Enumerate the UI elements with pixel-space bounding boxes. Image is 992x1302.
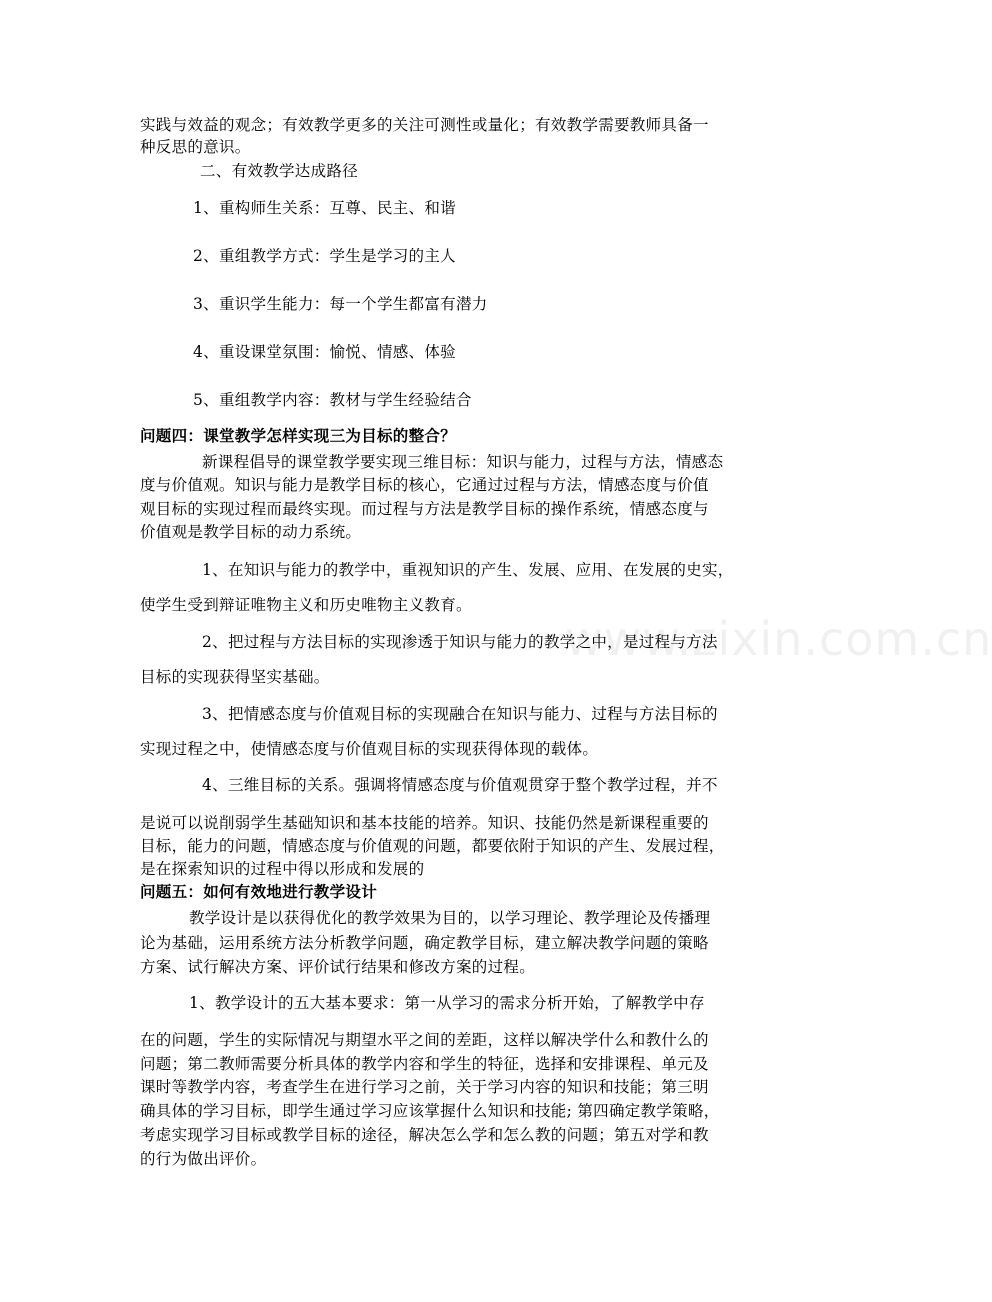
paragraph-line: 的行为做出评价。 xyxy=(140,1150,267,1168)
paragraph-line: 价值观是教学目标的动力系统。 xyxy=(140,523,362,541)
paragraph-line: 实现过程之中，使情感态度与价值观目标的实现获得体现的载体。 xyxy=(140,740,599,758)
paragraph-line: 度与价值观。知识与能力是教学目标的核心，它通过过程与方法，情感态度与价值 xyxy=(140,476,709,494)
paragraph-line: 确具体的学习目标，即学生通过学习应该掌握什么知识和技能; 第四确定教学策略， xyxy=(140,1102,720,1120)
list-item: 1、重构师生关系：互尊、民主、和谐 xyxy=(193,199,456,217)
paragraph-line: 考虑实现学习目标或教学目标的途径，解决怎么学和怎么教的问题；第五对学和教 xyxy=(140,1126,709,1144)
list-item: 4、重设课堂氛围：愉悦、情感、体验 xyxy=(193,343,456,361)
list-item: 5、重组教学内容：教材与学生经验结合 xyxy=(193,391,472,409)
question4-title: 问题四：课堂教学怎样实现三为目标的整合？ xyxy=(140,426,457,445)
paragraph-line: 观目标的实现过程而最终实现。而过程与方法是教学目标的操作系统，情感态度与 xyxy=(140,500,709,518)
paragraph-line: 1、在知识与能力的教学中，重视知识的产生、发展、应用、在发展的史实， xyxy=(202,561,734,579)
paragraph-line: 1、教学设计的五大基本要求：第一从学习的需求分析开始，了解教学中存 xyxy=(189,994,705,1012)
paragraph-line: 4、三维目标的关系。强调将情感态度与价值观贯穿于整个教学过程，并不 xyxy=(202,776,718,794)
paragraph-line: 课时等教学内容，考查学生在进行学习之前，关于学习内容的知识和技能；第三明 xyxy=(140,1078,709,1096)
paragraph-line: 论为基础，运用系统方法分析教学问题，确定教学目标，建立解决教学问题的策略 xyxy=(140,934,709,952)
paragraph-line: 问题；第二教师需要分析具体的教学内容和学生的特征，选择和安排课程、单元及 xyxy=(140,1055,709,1073)
paragraph-line: 目标的实现获得坚实基础。 xyxy=(140,668,330,686)
list-item: 2、重组教学方式：学生是学习的主人 xyxy=(193,247,456,265)
paragraph-line: 在的问题，学生的实际情况与期望水平之间的差距，这样以解决学什么和教什么的 xyxy=(140,1031,709,1049)
list-item: 3、重识学生能力：每一个学生都富有潜力 xyxy=(193,295,488,313)
paragraph-line: 教学设计是以获得优化的教学效果为目的，以学习理论、教学理论及传播理 xyxy=(189,909,711,927)
paragraph-line: 2、把过程与方法目标的实现渗透于知识与能力的教学之中，是过程与方法 xyxy=(202,633,718,651)
paragraph-line: 目标，能力的问题，情感态度与价值观的问题，都要依附于知识的产生、发展过程， xyxy=(140,837,725,855)
paragraph-line: 使学生受到辩证唯物主义和历史唯物主义教育。 xyxy=(140,596,472,614)
paragraph-line: 方案、试行解决方案、评价试行结果和修改方案的过程。 xyxy=(140,958,536,976)
section-heading: 二、有效教学达成路径 xyxy=(200,162,359,180)
question5-title: 问题五：如何有效地进行教学设计 xyxy=(140,882,378,901)
paragraph-line: 新课程倡导的课堂教学要实现三维目标：知识与能力，过程与方法，情感态 xyxy=(202,453,724,471)
paragraph-line: 是在探索知识的过程中得以形成和发展的 xyxy=(140,860,425,878)
paragraph-line: 是说可以说削弱学生基础知识和基本技能的培养。知识、技能仍然是新课程重要的 xyxy=(140,814,709,832)
intro-line: 种反思的意识。 xyxy=(140,138,251,156)
intro-line: 实践与效益的观念；有效教学更多的关注可测性或量化；有效教学需要教师具备一 xyxy=(140,116,709,134)
watermark: www.zixin.com.cn xyxy=(565,612,992,666)
paragraph-line: 3、把情感态度与价值观目标的实现融合在知识与能力、过程与方法目标的 xyxy=(202,705,718,723)
